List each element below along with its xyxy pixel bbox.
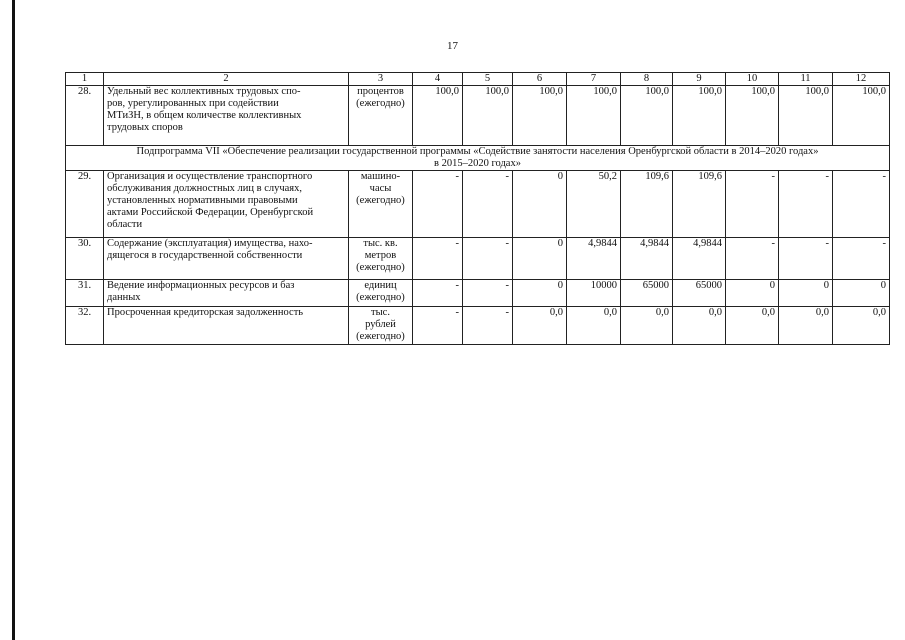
unit-of-measure: [349, 280, 413, 307]
value-cell: -: [779, 238, 833, 280]
unit-line: метров: [364, 250, 397, 261]
value-cell: -: [463, 280, 513, 307]
value-cell: 10000: [567, 280, 621, 307]
value-cell: -: [413, 238, 463, 280]
value-cell: 100,0: [621, 86, 673, 146]
column-header: 9: [673, 73, 726, 86]
value-cell: 0: [779, 280, 833, 307]
column-header: 2: [104, 73, 349, 86]
table-row: [66, 171, 890, 238]
column-header: 11: [779, 73, 833, 86]
indicator-name: [104, 307, 349, 345]
indicator-name-line: Просроченная кредиторская задолженность: [107, 307, 304, 318]
value-cell: -: [833, 171, 890, 238]
unit-line: (ежегодно): [356, 195, 405, 206]
indicators-table: [65, 72, 890, 345]
value-cell: 100,0: [833, 86, 890, 146]
value-cell: 100,0: [726, 86, 779, 146]
indicator-name-line: Организация и осуществление транспортного: [107, 171, 313, 182]
value-cell: 0,0: [726, 307, 779, 345]
value-cell: 100,0: [673, 86, 726, 146]
row-number: 32.: [66, 307, 104, 345]
unit-line: тыс.: [371, 307, 390, 318]
unit-of-measure: [349, 171, 413, 238]
indicator-name-line: установленных нормативными правовыми: [107, 195, 298, 206]
page-binding-edge: [12, 0, 15, 640]
indicator-name-line: обслуживания должностных лиц в случаях,: [107, 183, 303, 194]
value-cell: -: [726, 171, 779, 238]
subprogram-title-line: Подпрограмма VII «Обеспечение реализации государственной программы «Содействие занятости населения Оренбургской области в 2014–2020 годах»: [136, 146, 819, 157]
column-header: 12: [833, 73, 890, 86]
value-cell: 109,6: [621, 171, 673, 238]
subprogram-row: [66, 146, 890, 171]
column-header: 8: [621, 73, 673, 86]
indicator-name: [104, 171, 349, 238]
column-number-row: [66, 73, 890, 86]
row-number: 28.: [66, 86, 104, 146]
unit-line: тыс. кв.: [363, 238, 398, 249]
row-number: 30.: [66, 238, 104, 280]
value-cell: 0,0: [673, 307, 726, 345]
indicator-name-line: дящегося в государственной собственности: [107, 250, 303, 261]
value-cell: 100,0: [513, 86, 567, 146]
unit-line: (ежегодно): [356, 262, 405, 273]
indicator-name-line: трудовых споров: [107, 122, 183, 133]
value-cell: 100,0: [779, 86, 833, 146]
value-cell: -: [833, 238, 890, 280]
value-cell: 0: [513, 171, 567, 238]
value-cell: -: [463, 238, 513, 280]
indicator-name-line: Ведение информационных ресурсов и баз: [107, 280, 295, 291]
value-cell: -: [463, 171, 513, 238]
unit-of-measure: [349, 238, 413, 280]
column-header: 5: [463, 73, 513, 86]
value-cell: -: [463, 307, 513, 345]
table-row: [66, 280, 890, 307]
indicator-name: [104, 238, 349, 280]
value-cell: 0: [833, 280, 890, 307]
row-number: 29.: [66, 171, 104, 238]
unit-line: (ежегодно): [356, 331, 405, 342]
indicator-name-line: данных: [107, 292, 141, 303]
value-cell: 65000: [673, 280, 726, 307]
column-header: 6: [513, 73, 567, 86]
value-cell: 4,9844: [567, 238, 621, 280]
value-cell: 0: [513, 280, 567, 307]
value-cell: 100,0: [567, 86, 621, 146]
table-row: [66, 307, 890, 345]
value-cell: 0: [726, 280, 779, 307]
unit-line: (ежегодно): [356, 292, 405, 303]
unit-of-measure: [349, 307, 413, 345]
unit-line: процентов: [357, 86, 404, 97]
page-number: 17: [447, 40, 458, 52]
value-cell: -: [413, 280, 463, 307]
table-row: [66, 238, 890, 280]
value-cell: 4,9844: [673, 238, 726, 280]
indicator-name-line: Содержание (эксплуатация) имущества, нахо-: [107, 238, 313, 249]
value-cell: 0,0: [779, 307, 833, 345]
column-header: 1: [66, 73, 104, 86]
unit-line: рублей: [365, 319, 396, 330]
table-row: [66, 86, 890, 146]
value-cell: 4,9844: [621, 238, 673, 280]
value-cell: 65000: [621, 280, 673, 307]
value-cell: 0,0: [567, 307, 621, 345]
unit-line: часы: [369, 183, 392, 194]
value-cell: 109,6: [673, 171, 726, 238]
subprogram-heading: [66, 146, 890, 171]
indicator-name-line: области: [107, 219, 143, 230]
value-cell: -: [726, 238, 779, 280]
value-cell: 0: [513, 238, 567, 280]
value-cell: 100,0: [413, 86, 463, 146]
indicator-name-line: МТиЗН, в общем количестве коллективных: [107, 110, 302, 121]
indicator-name: [104, 86, 349, 146]
column-header: 4: [413, 73, 463, 86]
value-cell: -: [413, 171, 463, 238]
column-header: 3: [349, 73, 413, 86]
value-cell: 0,0: [621, 307, 673, 345]
value-cell: 0,0: [513, 307, 567, 345]
column-header: 7: [567, 73, 621, 86]
subprogram-title-line: в 2015–2020 годах»: [434, 158, 521, 169]
unit-line: (ежегодно): [356, 98, 405, 109]
indicator-name-line: Удельный вес коллективных трудовых спо-: [107, 86, 301, 97]
value-cell: -: [779, 171, 833, 238]
value-cell: 0,0: [833, 307, 890, 345]
value-cell: -: [413, 307, 463, 345]
value-cell: 100,0: [463, 86, 513, 146]
unit-line: машино-: [360, 171, 401, 182]
unit-line: единиц: [364, 280, 397, 291]
row-number: 31.: [66, 280, 104, 307]
value-cell: 50,2: [567, 171, 621, 238]
indicator-name-line: ров, урегулированных при содействии: [107, 98, 279, 109]
column-header: 10: [726, 73, 779, 86]
indicator-name: [104, 280, 349, 307]
indicator-name-line: актами Российской Федерации, Оренбургской: [107, 207, 314, 218]
unit-of-measure: [349, 86, 413, 146]
